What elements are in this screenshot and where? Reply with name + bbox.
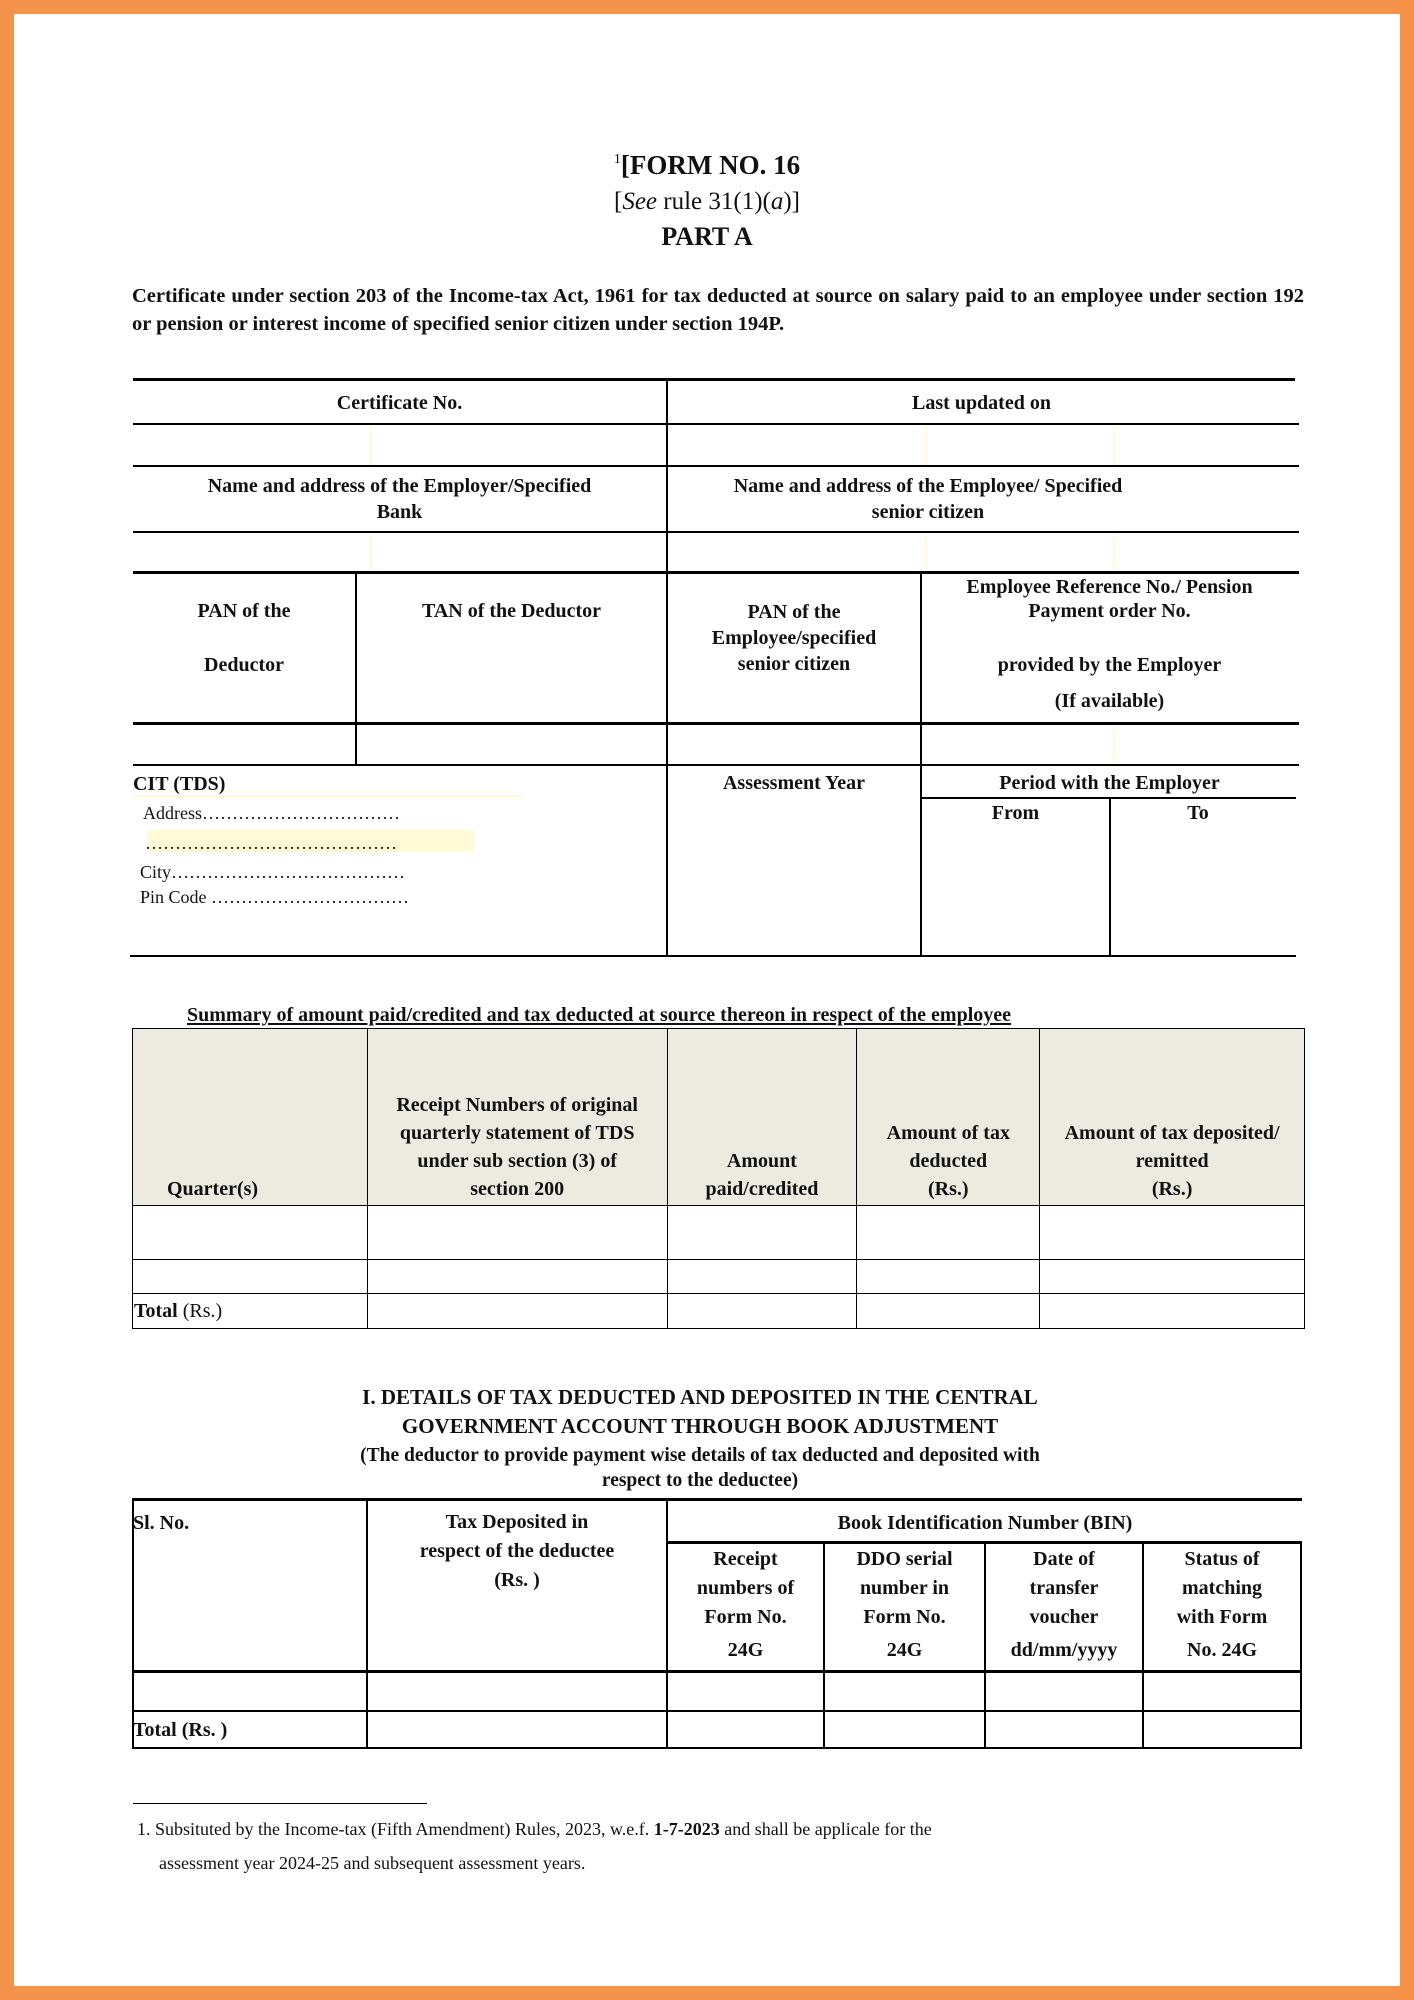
- s1-status-l2: matching: [1182, 1577, 1262, 1599]
- summary-total-row: [133, 1294, 1305, 1329]
- section1-title: [0, 1383, 1400, 1492]
- col-status-matching: [1144, 1545, 1300, 1665]
- col-tax-ded-l2: deducted: [909, 1150, 988, 1172]
- table-cell: [667, 1260, 857, 1294]
- table-cell: [133, 1206, 368, 1260]
- highlight-mark: [925, 425, 927, 465]
- see-rule-see: See: [622, 188, 658, 215]
- s1-tax-dep-l3: (Rs. ): [494, 1568, 540, 1591]
- col-tax-ded-l3: (Rs.): [928, 1178, 969, 1200]
- pan-employee-line3: senior citizen: [737, 653, 851, 675]
- col-ddo-serial: [825, 1545, 984, 1665]
- col-quarter: Quarter(s): [133, 1029, 368, 1206]
- employee-name-line2: senior citizen: [871, 501, 985, 523]
- summary-header-row: [133, 1029, 1305, 1206]
- s1-date-l3: voucher: [1029, 1606, 1099, 1628]
- pan-employee-label: [668, 598, 920, 678]
- col-amount-l1: Amount: [726, 1150, 797, 1172]
- footnote-separator: [133, 1803, 427, 1804]
- footnote-line2: assessment year 2024-25 and subsequent assessment years.: [159, 1853, 586, 1873]
- summary-table: [132, 1028, 1305, 1329]
- rule-line: [132, 1670, 1302, 1673]
- section1-title-l2: GOVERNMENT ACCOUNT THROUGH BOOK ADJUSTMENT: [401, 1414, 999, 1438]
- employer-name-line1: Name and address of the Employer/Specified: [207, 475, 592, 497]
- see-rule-a: a: [770, 188, 784, 215]
- s1-ddo-l2: number in: [859, 1577, 950, 1599]
- table-row: [133, 1206, 1305, 1260]
- footnote-mark: 1: [613, 152, 621, 167]
- period-to-label: To: [1187, 802, 1209, 824]
- see-rule: [0, 188, 1414, 216]
- total-rest: (Rs.): [177, 1300, 223, 1322]
- see-rule-close: )]: [783, 188, 801, 215]
- form-title: [0, 150, 1414, 181]
- emp-ref-label: [922, 575, 1297, 623]
- footnote: [137, 1812, 1337, 1880]
- tan-deductor-label: TAN of the Deductor: [421, 600, 602, 622]
- rule-line: [133, 531, 1299, 533]
- form-title-text: [FORM NO. 16: [620, 150, 801, 180]
- employer-name-line2: Bank: [376, 501, 423, 523]
- rule-line: [132, 1498, 1302, 1501]
- highlight-mark: [1113, 726, 1115, 764]
- table-cell: [367, 1260, 667, 1294]
- col-tax-deposited: [1040, 1029, 1305, 1206]
- table-cell: [857, 1260, 1040, 1294]
- table-row: [133, 1260, 1305, 1294]
- s1-status-l3: with Form: [1176, 1606, 1268, 1628]
- employer-name-label: [133, 467, 666, 531]
- summary-caption: Summary of amount paid/credited and tax deducted at source thereon in respect of the employee: [187, 1004, 1012, 1026]
- rule-line: [133, 378, 1295, 381]
- highlight-mark: [925, 533, 927, 571]
- s1-receipt-l3: Form No.: [704, 1606, 787, 1628]
- s1-receipt-l4: 24G: [727, 1639, 764, 1661]
- certificate-description: Certificate under section 203 of the Income-tax Act, 1961 for tax deducted at source on salary paid to an employee under section 192 or pension or interest income of specified senior citizen under section 194P.: [132, 285, 1304, 335]
- s1-ddo-l4: 24G: [886, 1639, 923, 1661]
- highlight-mark: [370, 425, 372, 465]
- col-tax-ded-l1: Amount of tax: [886, 1122, 1010, 1144]
- s1-date-l4: dd/mm/yyyy: [1010, 1639, 1118, 1661]
- s1-tax-dep-l2: respect of the deductee: [419, 1539, 615, 1562]
- table-cell: [1040, 1260, 1305, 1294]
- cit-tds-label: CIT (TDS): [133, 773, 226, 795]
- s1-ddo-l1: DDO serial: [856, 1548, 953, 1570]
- s1-date-l2: transfer: [1029, 1577, 1099, 1599]
- col-receipt-l2: quarterly statement of TDS: [399, 1122, 635, 1144]
- rule-line: [130, 955, 1296, 957]
- last-updated-label: Last updated on: [912, 391, 1051, 414]
- part-a-heading: PART A: [661, 222, 753, 251]
- period-employer-label: Period with the Employer: [999, 772, 1220, 794]
- col-tax-deposited-deductee: [368, 1509, 666, 1593]
- col-receipt-l4: section 200: [470, 1178, 565, 1200]
- emp-ref-line1: Employee Reference No./ Pension: [966, 576, 1253, 598]
- table-cell: [857, 1206, 1040, 1260]
- table-cell: [133, 1260, 368, 1294]
- s1-receipt-l1: Receipt: [713, 1548, 778, 1570]
- col-receipt-l1: Receipt Numbers of original: [396, 1094, 638, 1116]
- emp-ref-line4: (If available): [1054, 690, 1165, 712]
- s1-date-l1: Date of: [1033, 1548, 1095, 1570]
- col-date-transfer: [986, 1545, 1142, 1665]
- col-receipt-l3: under sub section (3) of: [417, 1150, 617, 1172]
- footnote-post: and shall be applicale for the: [719, 1819, 932, 1839]
- table-cell: [667, 1294, 857, 1329]
- see-rule-open: [: [613, 188, 623, 215]
- employee-name-label: [668, 467, 1188, 531]
- table-cell: [367, 1206, 667, 1260]
- highlight-mark: [370, 533, 372, 571]
- section1-title-l1: I. DETAILS OF TAX DEDUCTED AND DEPOSITED IN THE CENTRAL: [362, 1385, 1038, 1409]
- cit-address: Address……………………………: [143, 803, 400, 823]
- s1-ddo-l3: Form No.: [863, 1606, 946, 1628]
- col-amount-paid: [667, 1029, 857, 1206]
- rule-line: [133, 722, 1299, 725]
- emp-ref-line2: Payment order No.: [1028, 600, 1191, 622]
- s1-status-l4: No. 24G: [1187, 1639, 1257, 1661]
- period-from-label: From: [991, 802, 1040, 824]
- table-cell: [1040, 1294, 1305, 1329]
- pan-employee-line1: PAN of the: [747, 601, 841, 623]
- cit-address-cont: ……………………………………: [145, 833, 397, 853]
- summary-total-label: [133, 1294, 368, 1329]
- cit-city: City…………………………………: [140, 862, 406, 882]
- col-amount-l2: paid/credited: [705, 1178, 819, 1200]
- col-tax-dep-l1: Amount of tax deposited/: [1064, 1122, 1280, 1144]
- rule-line: [920, 571, 922, 955]
- s1-receipt-l2: numbers of: [696, 1577, 795, 1599]
- col-sl-no: Sl. No.: [133, 1512, 190, 1534]
- cit-pin-code: Pin Code ……………………………: [140, 887, 410, 907]
- rule-line: [133, 764, 1299, 766]
- section1-title-l4: respect to the deductee): [601, 1470, 799, 1491]
- highlight-mark: [1113, 533, 1115, 571]
- col-receipt-24g: [668, 1545, 823, 1665]
- col-tax-deducted: [857, 1029, 1040, 1206]
- section1-title-l3: (The deductor to provide payment wise details of tax deducted and deposited with: [360, 1445, 1040, 1466]
- s1-status-l1: Status of: [1184, 1548, 1260, 1570]
- pan-deductor-line2: Deductor: [204, 654, 284, 676]
- footnote-pre: 1. Subsituted by the Income-tax (Fifth Amendment) Rules, 2023, w.e.f.: [137, 1819, 654, 1839]
- total-bold: Total: [134, 1300, 178, 1322]
- rule-line: [1300, 1541, 1302, 1749]
- pan-employee-line2: Employee/specified: [711, 627, 877, 649]
- col-tax-dep-l3: (Rs.): [1151, 1178, 1193, 1200]
- assessment-year-label: Assessment Year: [722, 772, 865, 794]
- rule-line: [132, 1747, 1302, 1749]
- table-cell: [1040, 1206, 1305, 1260]
- table-cell: [667, 1206, 857, 1260]
- rule-line: [133, 571, 1299, 574]
- table-cell: [857, 1294, 1040, 1329]
- col-tax-dep-l2: remitted: [1135, 1150, 1209, 1172]
- rule-line: [132, 1710, 1302, 1712]
- bin-header: Book Identification Number (BIN): [837, 1512, 1133, 1534]
- s1-tax-dep-l1: Tax Deposited in: [445, 1510, 589, 1533]
- footnote-line1: [137, 1812, 1337, 1846]
- employee-name-line1: Name and address of the Employee/ Specified: [733, 475, 1123, 497]
- highlight-mark: [1113, 425, 1115, 465]
- col-receipt-numbers: [367, 1029, 667, 1206]
- table-cell: [367, 1294, 667, 1329]
- pan-deductor-line1: PAN of the: [197, 600, 291, 622]
- see-rule-mid: rule 31(1)(: [657, 188, 771, 215]
- s1-total-label: Total (Rs. ): [133, 1719, 228, 1741]
- certificate-no-label: Certificate No.: [336, 391, 463, 414]
- footnote-date: 1-7-2023: [653, 1819, 720, 1839]
- emp-ref-line3: provided by the Employer: [997, 654, 1222, 676]
- rule-line: [133, 423, 1299, 425]
